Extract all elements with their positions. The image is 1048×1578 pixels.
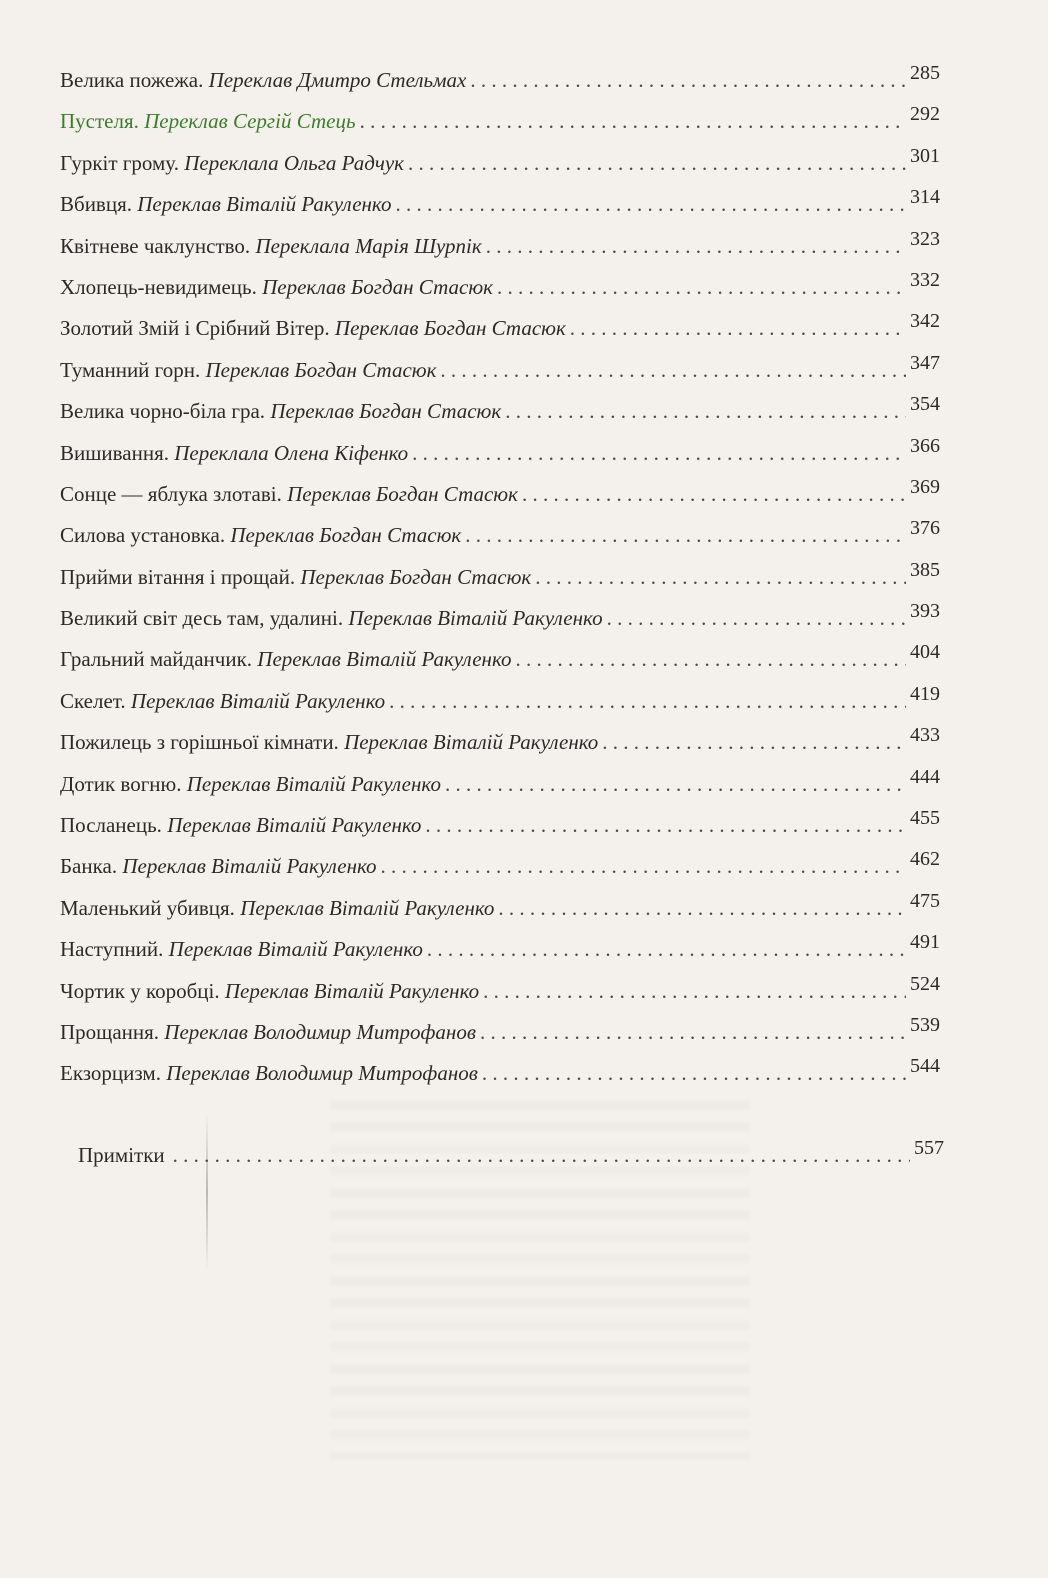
toc-entry[interactable] [60,515,940,556]
page-number: 539 [910,1013,940,1036]
translator-credit: Переклав Віталій Ракуленко [257,647,512,672]
dot-leader [465,515,906,556]
page-number: 433 [910,724,940,747]
page-number: 475 [910,889,940,912]
toc-entry[interactable] [60,1053,940,1094]
dot-leader [498,888,906,929]
story-title: Прийми вітання і прощай. [60,564,296,589]
page-number: 462 [910,848,940,871]
page-number: 491 [910,931,940,954]
page-number: 342 [910,310,940,333]
page-number: 376 [910,517,940,540]
translator-credit: Переклав Богдан Стасюк [262,274,493,299]
toc-entry[interactable] [60,184,940,225]
dot-leader [516,639,906,680]
story-title: Хлопець-невидимець. [60,274,257,299]
story-title: Скелет. [60,688,126,713]
translator-credit: Переклав Сергій Стець [144,109,356,134]
translator-credit: Переклав Дмитро Стельмах [208,68,467,92]
page-number: 323 [910,227,940,250]
toc-entry[interactable] [60,639,940,680]
dot-leader [360,101,906,142]
toc-entry[interactable] [60,805,940,846]
toc-entry[interactable] [60,888,940,929]
toc-entry[interactable] [60,764,940,805]
story-title: Маленький убивця. [60,895,235,920]
toc-entry[interactable] [60,722,940,763]
dot-leader [381,846,906,887]
dot-leader [173,1135,910,1176]
translator-credit: Переклав Віталій Ракуленко [224,978,480,1003]
toc-entry[interactable] [60,474,940,515]
page-number: 314 [910,186,940,209]
dot-leader [445,764,906,805]
toc-entry[interactable] [60,557,940,598]
story-title: Пустеля. [60,109,139,134]
page-number: 393 [910,600,940,623]
toc-entry[interactable] [60,598,940,639]
page-number: 455 [910,807,940,830]
toc-entry[interactable] [60,681,940,722]
table-of-contents [60,60,940,1095]
translator-credit: Переклала Олена Кіфенко [174,440,409,465]
toc-entry[interactable] [60,350,940,391]
page-number: 366 [910,434,940,457]
story-title: Екзорцизм. [60,1061,161,1086]
page-number: 404 [910,641,940,664]
story-title: Пожилець з горішньої кімнати. [60,730,339,755]
page-number: 544 [910,1055,940,1078]
dot-leader [395,184,906,225]
dot-leader [412,433,906,474]
translator-credit: Переклав Володимир Митрофанов [164,1019,476,1044]
translator-credit: Переклав Віталій Ракуленко [167,813,422,838]
dot-leader [497,267,906,308]
dot-leader [425,805,906,846]
toc-entry[interactable] [60,433,940,474]
translator-credit: Переклав Володимир Митрофанов [166,1061,478,1086]
toc-entry[interactable] [60,1012,940,1053]
translator-credit: Переклала Ольга Радчук [184,150,404,175]
dot-leader [505,391,906,432]
story-title: Посланець. [60,813,162,838]
translator-credit: Переклав Богдан Стасюк [287,481,518,506]
dot-leader [470,60,906,101]
translator-credit: Переклав Богдан Стасюк [334,316,566,341]
story-title: Туманний горн. [60,357,201,382]
page-number: 419 [910,682,940,705]
story-title: Золотий Змій і Срібний Вітер. [60,316,330,341]
translator-credit: Переклав Віталій Ракуленко [240,895,495,920]
story-title: Велика пожежа. [60,68,204,92]
page-number: 301 [910,144,940,167]
toc-entry[interactable] [60,971,940,1012]
translator-credit: Переклав Віталій Ракуленко [122,854,377,879]
toc-entry[interactable] [60,226,940,267]
dot-leader [408,143,906,184]
translator-credit: Переклав Віталій Ракуленко [137,192,392,217]
dot-leader [535,557,906,598]
dot-leader [483,971,906,1012]
translator-credit: Переклав Віталій Ракуленко [348,606,603,631]
toc-entry[interactable] [60,929,940,970]
translator-credit: Переклав Віталій Ракуленко [186,771,441,796]
notes-title: Примітки [78,1143,165,1167]
toc-entry[interactable] [60,308,940,349]
page-number: 292 [910,103,940,126]
story-title: Дотик вогню. [60,771,182,796]
story-title: Вбивця. [60,192,132,217]
dot-leader [482,1053,906,1094]
toc-entry[interactable] [60,143,940,184]
toc-entry[interactable] [60,391,940,432]
story-title: Сонце — яблука злотаві. [60,481,282,506]
translator-credit: Переклав Богдан Стасюк [270,399,502,424]
translator-credit: Переклав Богдан Стасюк [230,523,462,548]
dot-leader [480,1012,906,1053]
toc-entry[interactable] [60,846,940,887]
story-title: Наступний. [60,937,164,962]
story-title: Прощання. [60,1019,160,1044]
story-title: Гуркіт грому. [60,150,179,175]
page-number: 385 [910,558,940,581]
translator-credit: Переклав Богдан Стасюк [205,357,437,382]
dot-leader [607,598,906,639]
dot-leader [602,722,906,763]
page-number: 444 [910,765,940,788]
toc-entry[interactable] [60,60,940,101]
page-number: 332 [910,268,940,291]
story-title: Великий світ десь там, удалині. [60,606,344,631]
translator-credit: Переклав Віталій Ракуленко [130,688,386,713]
story-title: Банка. [60,854,118,879]
toc-entry[interactable] [60,101,940,142]
dot-leader [522,474,906,515]
dot-leader [440,350,906,391]
dot-leader [486,226,906,267]
notes-entry[interactable] [78,1135,944,1177]
notes-page-number: 557 [914,1137,944,1159]
translator-credit: Переклав Віталій Ракуленко [168,937,423,962]
translator-credit: Переклав Богдан Стасюк [300,564,532,589]
dot-leader [427,929,906,970]
page-number: 524 [910,972,940,995]
translator-credit: Переклала Марія Шурпік [255,233,482,258]
page-number: 354 [910,393,940,416]
story-title: Гральний майданчик. [60,647,253,672]
toc-entry[interactable] [60,267,940,308]
story-title: Чортик у коробці. [60,978,220,1003]
story-title: Квітневе чаклунство. [60,233,251,258]
dot-leader [389,681,906,722]
page-number: 347 [910,351,940,374]
story-title: Силова установка. [60,523,226,548]
story-title: Велика чорно-біла гра. [60,399,266,424]
page-number: 285 [910,62,940,84]
page-number: 369 [910,475,940,498]
translator-credit: Переклав Віталій Ракуленко [344,730,599,755]
dot-leader [570,308,906,349]
story-title: Вишивання. [60,440,169,465]
